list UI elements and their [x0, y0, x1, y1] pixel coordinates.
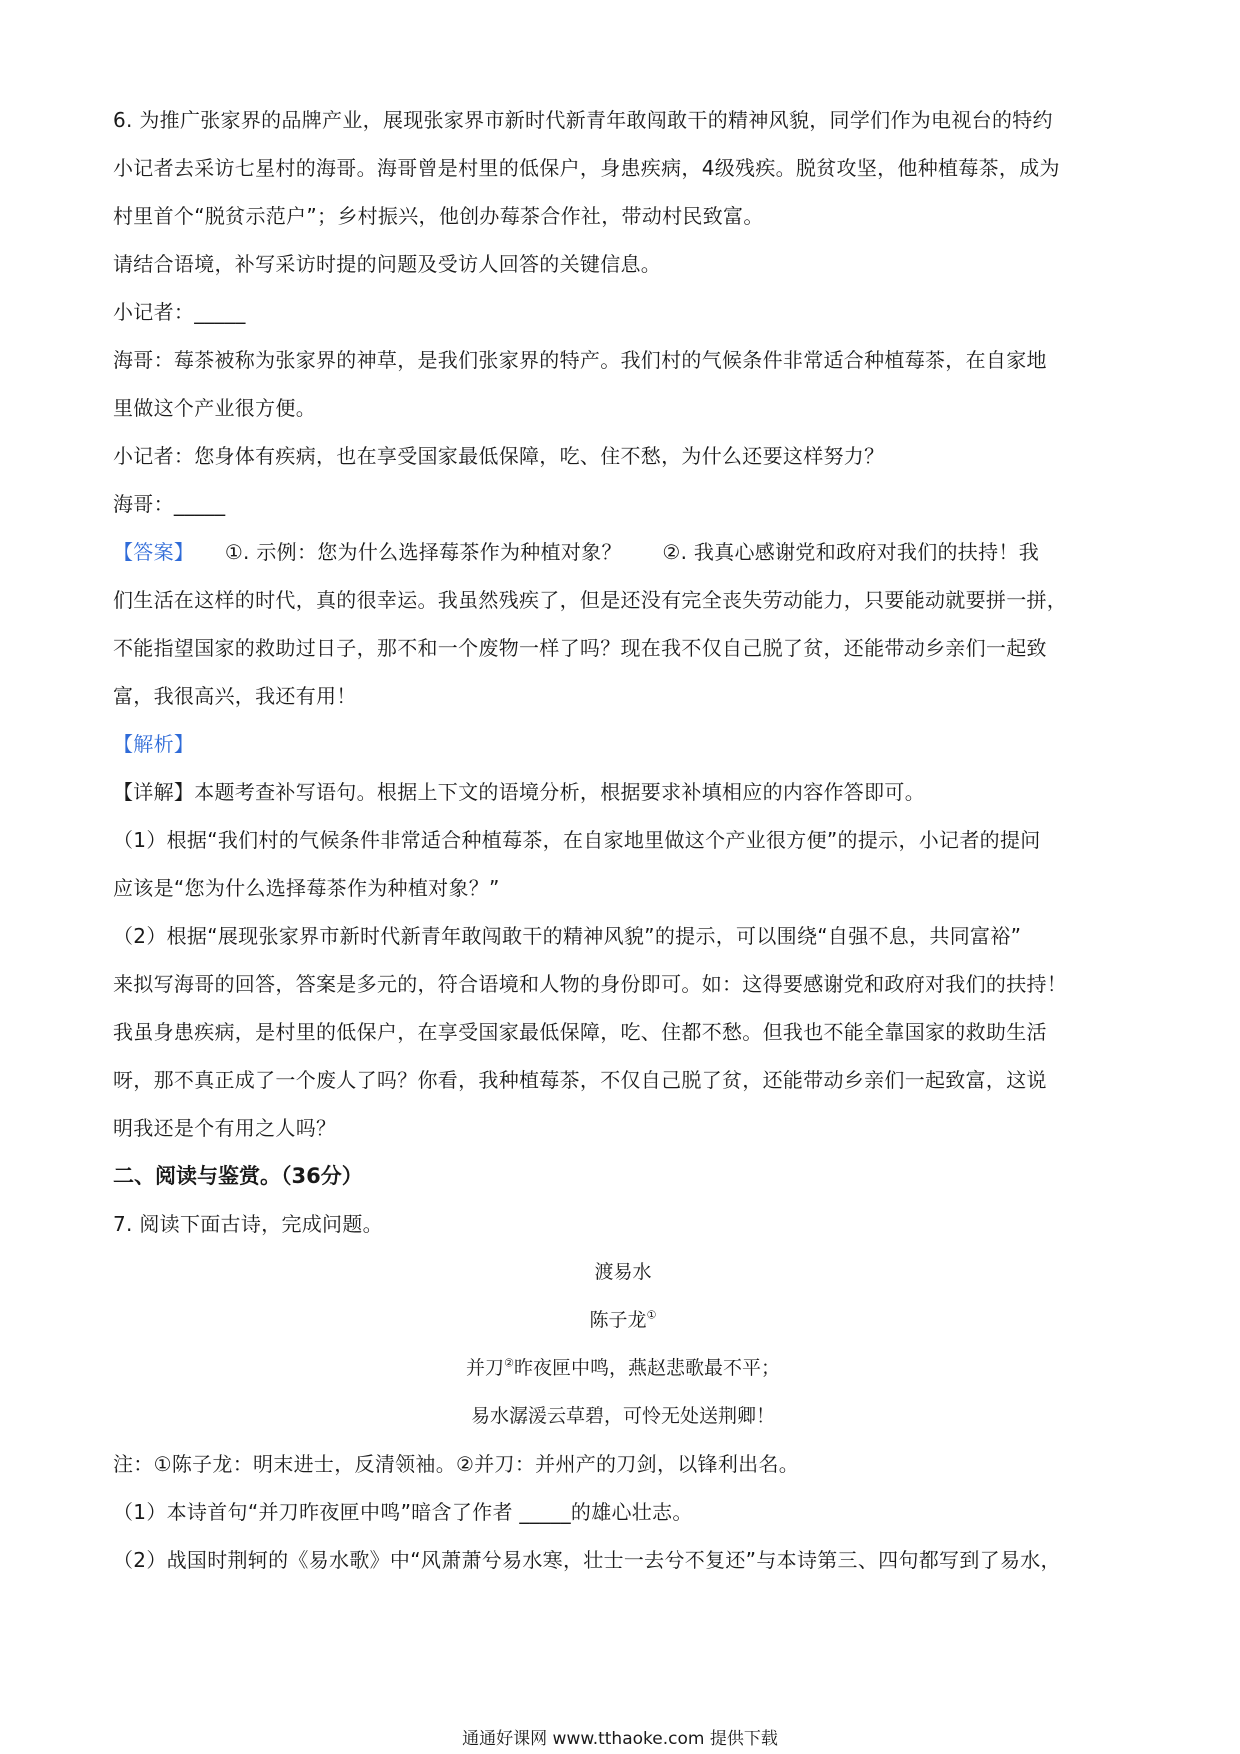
dialogue-line-4: 小记者：您身体有疾病，也在享受国家最低保障，吃、住不愁，为什么还要这样努力？ [113, 444, 885, 468]
author-note-mark: ① [646, 1308, 657, 1322]
dialogue-line-1: 小记者：_____ [113, 300, 246, 324]
poem-note-mark: ② [504, 1356, 514, 1370]
answer-first: ①. 示例：您为什么选择莓茶作为种植对象？ ②. 我真心感谢党和政府对我们的扶持！我 [224, 540, 1040, 564]
answer-line-3: 不能指望国家的救助过日子，那不和一个废物一样了吗？现在我不仅自己脱了贫，还能带动乡亲们一起致 [113, 636, 1047, 660]
dialogue-line-3: 里做这个产业很方便。 [113, 396, 316, 420]
section-title: 二、阅读与鉴赏。（36分） [113, 1164, 363, 1188]
document-page [113, 96, 1133, 1584]
poem-notes: 注：①陈子龙：明末进士，反清领袖。②并刀：并州产的刀剑，以锋利出名。 [113, 1452, 800, 1476]
detail-line-4: （2）根据“展现张家界市新时代新青年敢闯敢干的精神风貌”的提示，可以围绕“自强不息，共同富裕” [113, 924, 1022, 948]
poem-line-1 [113, 1344, 1133, 1392]
analysis-tag: 【解析】 [113, 732, 195, 756]
poem-author: 陈子龙 [589, 1309, 647, 1331]
q7-sub-question-1: （1）本诗首句“并刀昨夜匣中鸣”暗含了作者 _____的雄心壮志。 [113, 1500, 693, 1524]
detail-line-2: （1）根据“我们村的气候条件非常适合种植莓茶，在自家地里做这个产业很方便”的提示，小记者的提问 [113, 828, 1041, 852]
poem-title: 渡易水 [594, 1261, 652, 1283]
q7-stem: 7. 阅读下面古诗，完成问题。 [113, 1212, 383, 1236]
answer-line-2: 们生活在这样的时代，真的很幸运。我虽然残疾了，但是还没有完全丧失劳动能力，只要能动就要拼一拼， [113, 588, 1068, 612]
page-footer: 通通好课网 www.tthaoke.com 提供下载 [462, 1729, 778, 1749]
dialogue-line-5: 海哥：_____ [113, 492, 226, 516]
detail-line-6: 我虽身患疾病，是村里的低保户，在享受国家最低保障，吃、住都不愁。但我也不能全靠国家的救助生活 [113, 1020, 1047, 1044]
detail-line-3: 应该是“您为什么选择莓茶作为种植对象？” [113, 876, 500, 900]
q6-intro-line-2: 小记者去采访七星村的海哥。海哥曾是村里的低保户，身患疾病，4级残疾。脱贫攻坚，他种植莓茶，成为 [113, 156, 1060, 180]
q6-intro-line-1: 6. 为推广张家界的品牌产业，展现张家界市新时代新青年敢闯敢干的精神风貌，同学们作为电视台的特约 [113, 108, 1053, 132]
detail-line-5: 来拟写海哥的回答，答案是多元的，符合语境和人物的身份即可。如：这得要感谢党和政府对我们的扶持！ [113, 972, 1068, 996]
poem-author-line [113, 1296, 1133, 1344]
poem-line-1-b: 昨夜匣中鸣，燕赵悲歌最不平； [513, 1357, 780, 1379]
detail-line-1: 【详解】本题考查补写语句。根据上下文的语境分析，根据要求补填相应的内容作答即可。 [113, 780, 925, 804]
q6-instruction: 请结合语境，补写采访时提的问题及受访人回答的关键信息。 [113, 252, 662, 276]
answer-line-1 [113, 528, 1133, 576]
detail-line-7: 呀，那不真正成了一个废人了吗？你看，我种植莓茶，不仅自己脱了贫，还能带动乡亲们一起致富，这说 [113, 1068, 1047, 1092]
q6-intro-line-3: 村里首个“脱贫示范户”；乡村振兴，他创办莓茶合作社，带动村民致富。 [113, 204, 764, 228]
q7-sub-question-2: （2）战国时荆轲的《易水歌》中“风萧萧兮易水寒，壮士一去兮不复还”与本诗第三、四句都写到了易水， [113, 1548, 1061, 1572]
poem-line-2: 易水潺湲云草碧，可怜无处送荆卿！ [470, 1405, 775, 1427]
detail-line-8: 明我还是个有用之人吗？ [113, 1116, 337, 1140]
answer-tag: 【答案】 [113, 540, 185, 564]
poem-line-1-a: 并刀 [466, 1357, 505, 1379]
dialogue-line-2: 海哥：莓茶被称为张家界的神草，是我们张家界的特产。我们村的气候条件非常适合种植莓茶，在自家地 [113, 348, 1047, 372]
answer-line-4: 富，我很高兴，我还有用！ [113, 684, 357, 708]
